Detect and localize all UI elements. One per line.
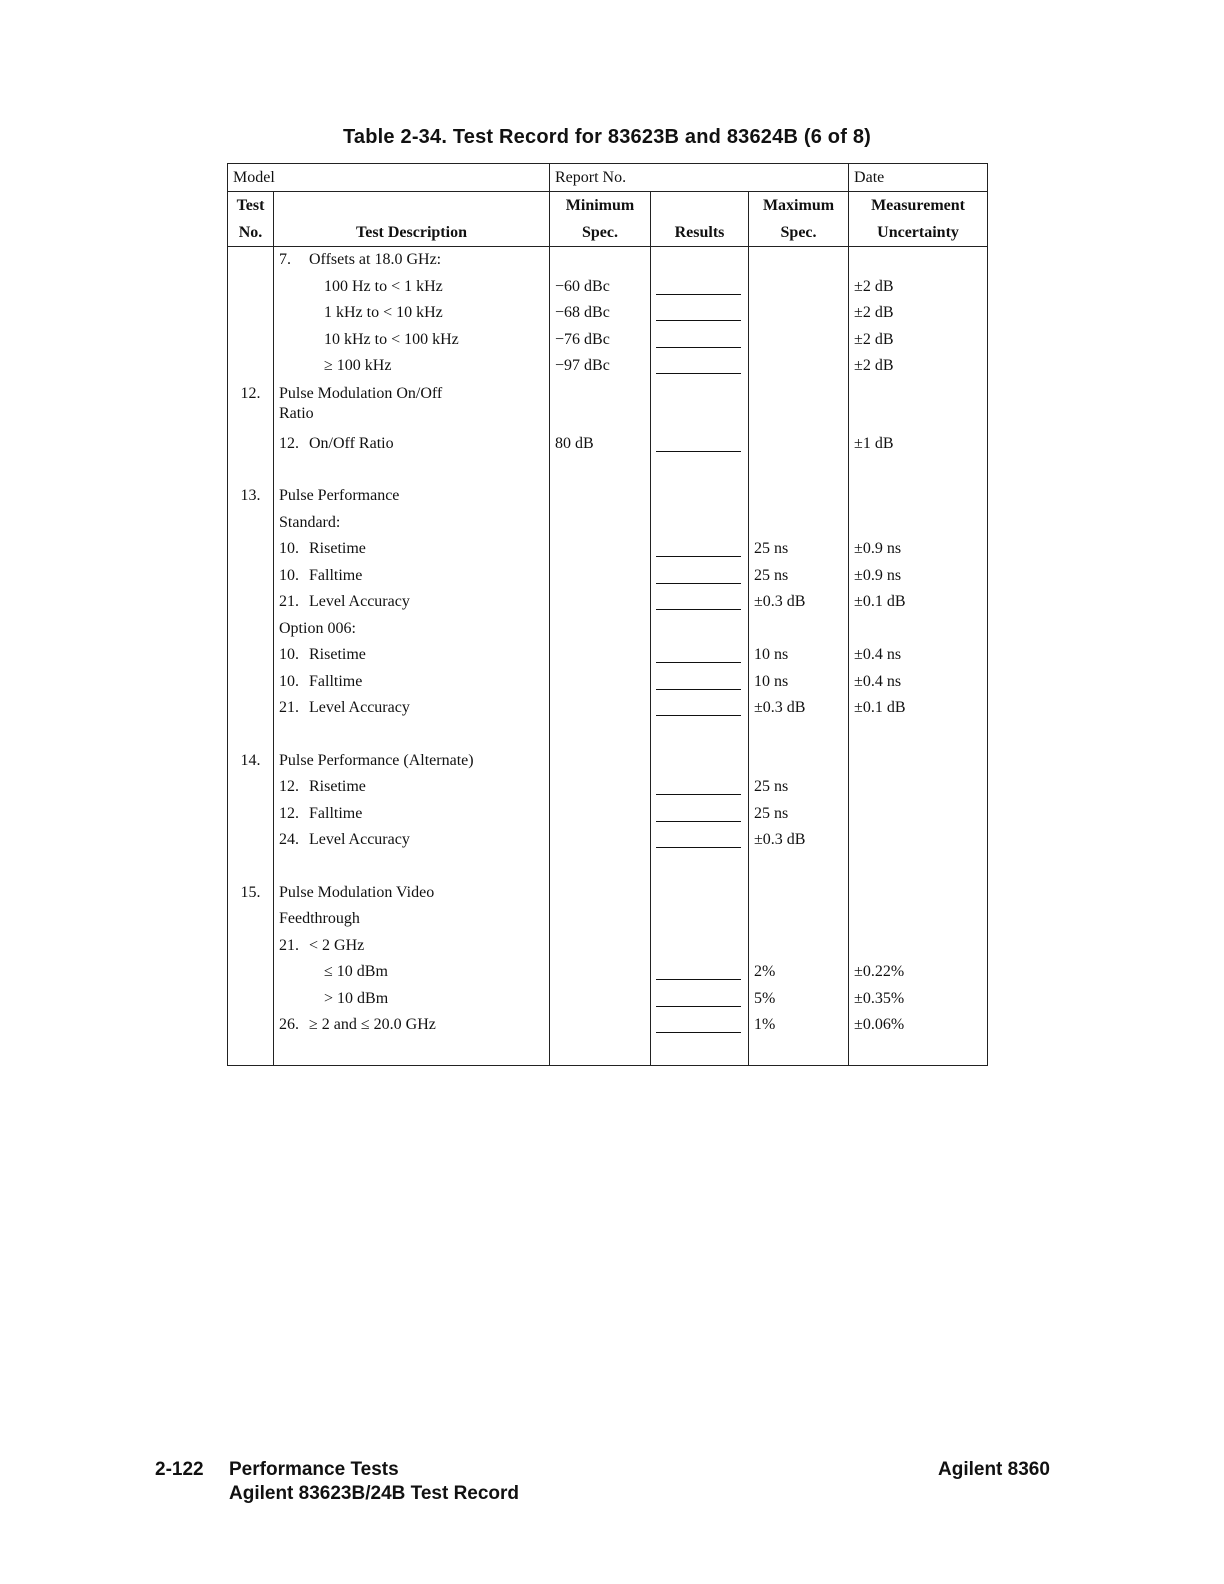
table-row	[228, 906, 988, 933]
test-description: Pulse Performance	[274, 483, 550, 510]
test-description: > 10 dBm	[274, 986, 550, 1013]
test-description: On/Off Ratio	[309, 434, 394, 452]
max-spec: 25 ns	[749, 774, 849, 801]
table-row	[228, 748, 988, 775]
header-results: Results	[651, 219, 749, 247]
footer-section: Performance Tests	[229, 1459, 399, 1480]
table-row	[228, 563, 988, 590]
max-spec: 5%	[749, 986, 849, 1013]
step-number: 21.	[279, 699, 299, 717]
max-spec: 10 ns	[749, 642, 849, 669]
result-entry-line[interactable]	[656, 992, 741, 1007]
table-row	[228, 510, 988, 537]
header-test-description: Test Description	[274, 219, 550, 247]
test-description: Level Accuracy	[309, 593, 410, 611]
max-spec: 25 ns	[749, 563, 849, 590]
test-description: < 2 GHz	[309, 936, 365, 954]
uncertainty: ±0.4 ns	[849, 669, 988, 696]
uncertainty: ±0.4 ns	[849, 642, 988, 669]
test-number: 15.	[228, 880, 274, 907]
table-row	[228, 880, 988, 907]
step-number: 12.	[279, 778, 299, 796]
table-row	[228, 274, 988, 301]
result-entry-line[interactable]	[656, 437, 741, 452]
table-row	[228, 827, 988, 854]
test-description: Feedthrough	[274, 906, 550, 933]
meta-row	[228, 164, 988, 192]
header-no: No.	[228, 219, 274, 247]
test-number: 13.	[228, 483, 274, 510]
max-spec: 2%	[749, 959, 849, 986]
date-label: Date	[849, 164, 988, 192]
uncertainty: ±0.9 ns	[849, 563, 988, 590]
test-description: Option 006:	[274, 616, 550, 643]
step-number: 10.	[279, 566, 299, 584]
footer-page-number: 2-122	[155, 1459, 204, 1480]
test-description: Pulse Modulation Video	[274, 880, 550, 907]
table-row	[228, 247, 988, 274]
table-row	[228, 616, 988, 643]
uncertainty: ±0.1 dB	[849, 695, 988, 722]
table-row	[228, 642, 988, 669]
table-row	[228, 669, 988, 696]
table-row	[228, 933, 988, 960]
result-entry-line[interactable]	[656, 833, 741, 848]
test-description: Risetime	[309, 778, 366, 796]
header-measurement: Measurement	[849, 192, 988, 220]
uncertainty: ±1 dB	[849, 431, 988, 458]
uncertainty: ±0.06%	[849, 1012, 988, 1039]
test-number: 12.	[228, 380, 274, 431]
test-description: ≥ 100 kHz	[274, 353, 550, 380]
min-spec: −97 dBc	[550, 353, 651, 380]
result-entry-line[interactable]	[656, 333, 741, 348]
step-number: 21.	[279, 936, 299, 954]
table-row	[228, 327, 988, 354]
uncertainty: ±0.22%	[849, 959, 988, 986]
step-number: 21.	[279, 593, 299, 611]
test-description: Level Accuracy	[309, 831, 410, 849]
result-entry-line[interactable]	[656, 648, 741, 663]
uncertainty: ±2 dB	[849, 274, 988, 301]
uncertainty: ±2 dB	[849, 300, 988, 327]
result-entry-line[interactable]	[656, 359, 741, 374]
table-row	[228, 1012, 988, 1039]
max-spec: 25 ns	[749, 536, 849, 563]
max-spec: 25 ns	[749, 801, 849, 828]
header-spec-min: Spec.	[550, 219, 651, 247]
table-row	[228, 695, 988, 722]
step-number: 10.	[279, 540, 299, 558]
uncertainty: ±2 dB	[849, 353, 988, 380]
step-number: 24.	[279, 831, 299, 849]
test-record-table	[227, 163, 988, 1066]
header-minimum: Minimum	[550, 192, 651, 220]
test-description: 10 kHz to < 100 kHz	[274, 327, 550, 354]
table-row	[228, 431, 988, 458]
step-number: 10.	[279, 646, 299, 664]
header-test: Test	[228, 192, 274, 220]
min-spec: −60 dBc	[550, 274, 651, 301]
result-entry-line[interactable]	[656, 569, 741, 584]
uncertainty: ±0.35%	[849, 986, 988, 1013]
table-row	[228, 300, 988, 327]
result-entry-line[interactable]	[656, 965, 741, 980]
test-description: Pulse Modulation On/Off Ratio	[274, 380, 550, 431]
test-description: Falltime	[309, 566, 363, 584]
max-spec: ±0.3 dB	[749, 695, 849, 722]
step-number: 12.	[279, 804, 299, 822]
header-spec-max: Spec.	[749, 219, 849, 247]
header-row-2	[228, 219, 988, 247]
max-spec: ±0.3 dB	[749, 589, 849, 616]
table-row	[228, 589, 988, 616]
min-spec: 80 dB	[550, 431, 651, 458]
result-entry-line[interactable]	[656, 807, 741, 822]
footer-subsection: Agilent 83623B/24B Test Record	[229, 1483, 520, 1504]
footer-product: Agilent 8360	[938, 1459, 1050, 1480]
header-maximum: Maximum	[749, 192, 849, 220]
max-spec: ±0.3 dB	[749, 827, 849, 854]
step-number: 7.	[279, 251, 291, 269]
table-row	[228, 801, 988, 828]
test-description: Risetime	[309, 540, 366, 558]
result-entry-line[interactable]	[656, 306, 741, 321]
test-description: Risetime	[309, 646, 366, 664]
table-row	[228, 380, 988, 431]
result-entry-line[interactable]	[656, 701, 741, 716]
test-description: Pulse Performance (Alternate)	[274, 748, 550, 775]
table-row	[228, 536, 988, 563]
test-description: ≥ 2 and ≤ 20.0 GHz	[309, 1016, 436, 1034]
min-spec: −76 dBc	[550, 327, 651, 354]
result-entry-line[interactable]	[656, 1018, 741, 1033]
uncertainty: ±0.9 ns	[849, 536, 988, 563]
test-description: Level Accuracy	[309, 699, 410, 717]
result-entry-line[interactable]	[656, 280, 741, 295]
test-description: Falltime	[309, 804, 363, 822]
test-number: 14.	[228, 748, 274, 775]
table-row	[228, 774, 988, 801]
min-spec: −68 dBc	[550, 300, 651, 327]
report-no-label: Report No.	[550, 164, 849, 192]
test-description: 100 Hz to < 1 kHz	[274, 274, 550, 301]
result-entry-line[interactable]	[656, 780, 741, 795]
max-spec: 1%	[749, 1012, 849, 1039]
header-row-1	[228, 192, 988, 220]
test-description: Offsets at 18.0 GHz:	[309, 251, 442, 269]
table-row	[228, 483, 988, 510]
step-number: 10.	[279, 672, 299, 690]
test-description: ≤ 10 dBm	[274, 959, 550, 986]
result-entry-line[interactable]	[656, 675, 741, 690]
result-entry-line[interactable]	[656, 542, 741, 557]
test-description: Standard:	[274, 510, 550, 537]
table-row	[228, 959, 988, 986]
step-number: 26.	[279, 1016, 299, 1034]
result-entry-line[interactable]	[656, 595, 741, 610]
test-description: 1 kHz to < 10 kHz	[274, 300, 550, 327]
test-description: Falltime	[309, 672, 363, 690]
header-uncertainty: Uncertainty	[849, 219, 988, 247]
uncertainty: ±2 dB	[849, 327, 988, 354]
table-title: Table 2-34. Test Record for 83623B and 83624B (6 of 8)	[342, 126, 872, 148]
max-spec: 10 ns	[749, 669, 849, 696]
table-row	[228, 986, 988, 1013]
model-label: Model	[228, 164, 550, 192]
uncertainty: ±0.1 dB	[849, 589, 988, 616]
step-number: 12.	[279, 434, 299, 452]
table-row	[228, 353, 988, 380]
